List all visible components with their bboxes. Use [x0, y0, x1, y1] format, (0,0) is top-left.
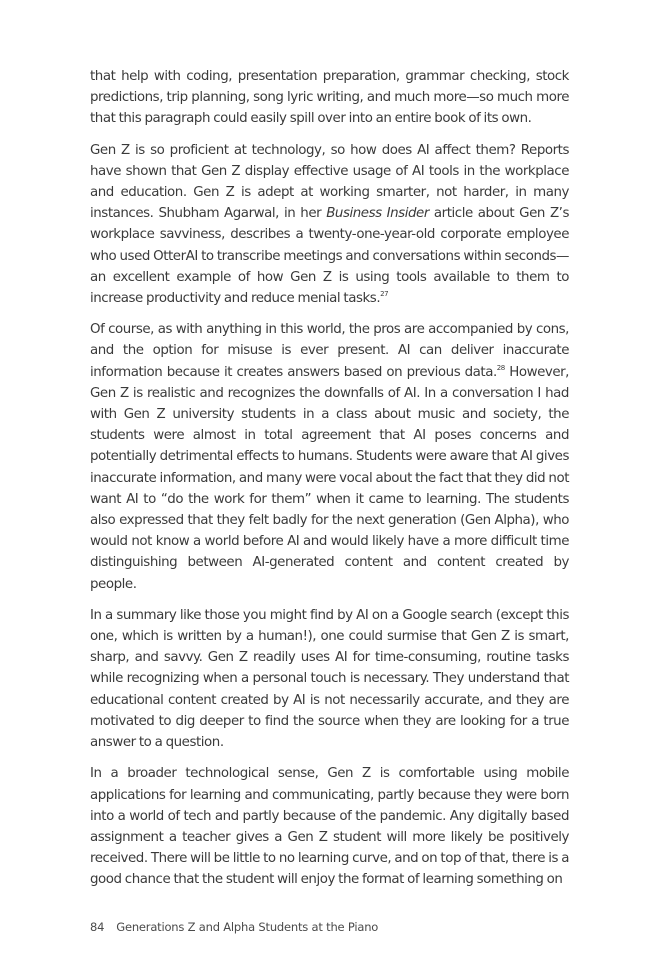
page-footer: [90, 920, 378, 934]
paragraph-4: [90, 605, 569, 753]
running-title: Generations Z and Alpha Students at the Piano: [116, 920, 379, 934]
publication-title: Business Insider: [326, 206, 429, 222]
footnote-marker-28[interactable]: 28: [496, 363, 505, 372]
paragraph-2: [90, 140, 569, 310]
paragraph-1-text: that help with coding, presentation preparation, grammar checking, stock predictions, trip planning, song lyric writing, and much more—so much more that this paragraph could easily spill over into an entire book of its own.: [90, 69, 569, 127]
paragraph-5-text: In a broader technological sense, Gen Z is comfortable using mobile applications for learning and communicating, partly because they were born into a world of tech and partly because of the pandemic. Any digitally based assignment a teacher gives a Gen Z student will more likely be positively received. There will be little to no learning curve, and on top of that, there is a good chance that the student will enjoy the format of learning something on: [90, 766, 569, 888]
paragraph-3: [90, 319, 569, 595]
paragraph-1: [90, 66, 569, 130]
paragraph-2-text-before: Gen Z is so proficient at technology, so how does AI affect them? Reports have shown that Gen Z display effective usage of AI tools in the workplace and education. Gen Z is adept at working smarter, not harder, in many instances. Shubham Agarwal, in her: [90, 142, 569, 222]
paragraph-4-text: In a summary like those you might find by AI on a Google search (except this one, which is written by a human!), one could surmise that Gen Z is smart, sharp, and savvy. Gen Z readily uses AI for time-consuming, routine tasks while recognizing when a personal touch is necessary. They understand that educational content created by AI is not necessarily accurate, and they are motivated to dig deeper to find the source when they are looking for a true answer to a question.: [90, 607, 569, 751]
page-number: 84: [90, 920, 105, 934]
paragraph-3-text-before: Of course, as with anything in this world, the pros are accompanied by cons, and the option for misuse is ever present. AI can deliver inaccurate information because it creates answers based on previous data.: [90, 322, 569, 380]
paragraph-2-text-after: article about Gen Z’s workplace savviness, describes a twenty-one-year-old corporate employee who used OtterAI to transcribe meetings and conversations within seconds—an excellent example of how Gen Z is using tools available to them to increase productivity and reduce menial tasks.: [90, 206, 569, 307]
paragraph-3-text-after: However, Gen Z is realistic and recognizes the downfalls of AI. In a conversation I had with Gen Z university students in a class about music and society, the students were almost in total agreement that AI poses concerns and potentially detrimental effects to humans. Students were aware that AI gives inaccurate information, and many were vocal about the fact that they did not want AI to “do the work for them” when it came to learning. The students also expressed that they felt badly for the next generation (Gen Alpha), who would not know a world before AI and would likely have a more difficult time distinguishing between AI-generated content and content created by people.: [90, 364, 569, 592]
paragraph-5: [90, 763, 569, 890]
footnote-marker-27[interactable]: 27: [380, 290, 389, 299]
page-body: [90, 66, 569, 901]
